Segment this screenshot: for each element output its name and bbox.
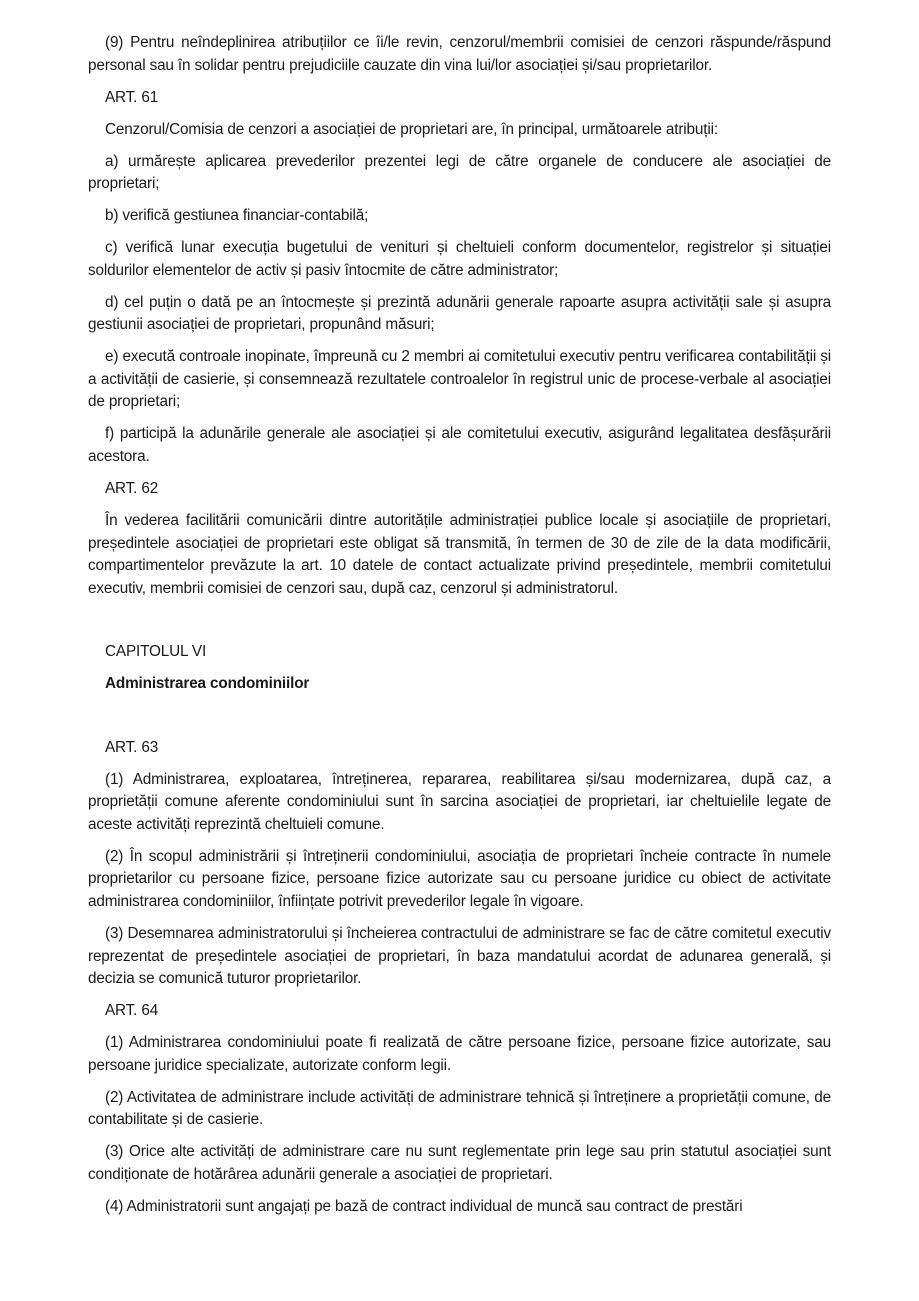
article-heading-62: ART. 62 xyxy=(105,480,159,498)
paragraph-art60-9: (9) Pentru neîndeplinirea atribuțiilor ce îi/le revin, cenzorul/membrii comisiei de cenzori răspunde/răspund personal sau în solidar pentru prejudiciile cauzate din vina lui/lor asociației și/sau proprietarilor. xyxy=(88,34,831,74)
paragraph-art61-d: d) cel puțin o dată pe an întocmește și prezintă adunării generale rapoarte asupra activității sale și asupra gestiunii asociației de proprietari, propunând măsuri; xyxy=(88,293,831,334)
document-page xyxy=(88,32,831,1228)
paragraph-art61-f: f) participă la adunările generale ale asociației și ale comitetului executiv, asigurând legalitatea desfășurării acestora. xyxy=(88,425,831,466)
article-heading-64: ART. 64 xyxy=(105,1002,159,1020)
spacer xyxy=(88,705,831,737)
paragraph-art63-1: (1) Administrarea, exploatarea, întreținerea, repararea, reabilitarea și/sau modernizarea, după caz, a proprietății comune aferente condominiului sunt în sarcina asociației de proprietari, iar cheltuielile legate de aceste activități reprezintă cheltuieli comune. xyxy=(88,770,831,833)
paragraph-art64-3: (3) Orice alte activități de administrare care nu sunt reglementate prin lege sau prin statutul asociației sunt condiționate de hotărârea adunării generale a asociației de proprietari. xyxy=(88,1143,831,1183)
paragraph-art61-a: a) urmărește aplicarea prevederilor prezentei legi de către organele de conducere ale asociației de proprietari; xyxy=(88,152,831,193)
chapter-title: Administrarea condominiilor xyxy=(105,674,310,692)
paragraph-art64-4: (4) Administratorii sunt angajați pe bază de contract individual de muncă sau contract de prestări xyxy=(105,1197,743,1215)
paragraph-art61-b: b) verifică gestiunea financiar-contabilă; xyxy=(105,207,369,225)
article-heading-61: ART. 61 xyxy=(105,88,159,106)
spacer xyxy=(88,610,831,641)
paragraph-art64-2: (2) Activitatea de administrare include activități de administrare tehnică și întreținere a proprietății comune, de contabilitate și de casierie. xyxy=(88,1088,831,1129)
article-heading-63: ART. 63 xyxy=(105,738,159,756)
paragraph-art61-e: e) execută controale inopinate, împreună cu 2 membri ai comitetului executiv pentru verificarea contabilității și a activității de casierie, și consemnează rezultatele controalelor în registrul unic de procese-verbale al asociației de proprietari; xyxy=(88,348,831,411)
paragraph-art62: În vederea facilitării comunicării dintre autoritățile administrației publice locale și asociațiile de proprietari, președintele asociației de proprietari este obligat să transmită, în termen de 30 de zile de la data modificării, compartimentelor prevăzute la art. 10 datele de contact actualizate privind președintele, membrii comitetului executiv, membrii comisiei de cenzori sau, după caz, cenzorul și administratorul. xyxy=(88,512,831,597)
paragraph-art63-2: (2) În scopul administrării și întreținerii condominiului, asociația de proprietari încheie contracte în numele proprietarilor cu persoane fizice, persoane fizice autorizate sau cu persoane juridice cu obiect de activitate administrarea condominiilor, înființate potrivit prevederilor legale în vigoare. xyxy=(88,847,831,911)
paragraph-art63-3: (3) Desemnarea administratorului și încheierea contractului de administrare se fac de către comitetul executiv reprezentat de președintele asociației de proprietari, în baza mandatului acordat de adunarea generală, și decizia se comunică tuturor proprietarilor. xyxy=(88,925,831,988)
chapter-label: CAPITOLUL VI xyxy=(105,642,207,660)
paragraph-art61-intro: Cenzorul/Comisia de cenzori a asociației de proprietari are, în principal, următoarele atribuții: xyxy=(105,120,718,138)
paragraph-art64-1: (1) Administrarea condominiului poate fi realizată de către persoane fizice, persoane fizice autorizate, sau persoane juridice specializate, autorizate conform legii. xyxy=(88,1034,831,1074)
paragraph-art61-c: c) verifică lunar execuția bugetului de venituri și cheltuieli conform documentelor, registrelor și situației soldurilor elementelor de activ și pasiv întocmite de către administrator; xyxy=(88,239,831,279)
